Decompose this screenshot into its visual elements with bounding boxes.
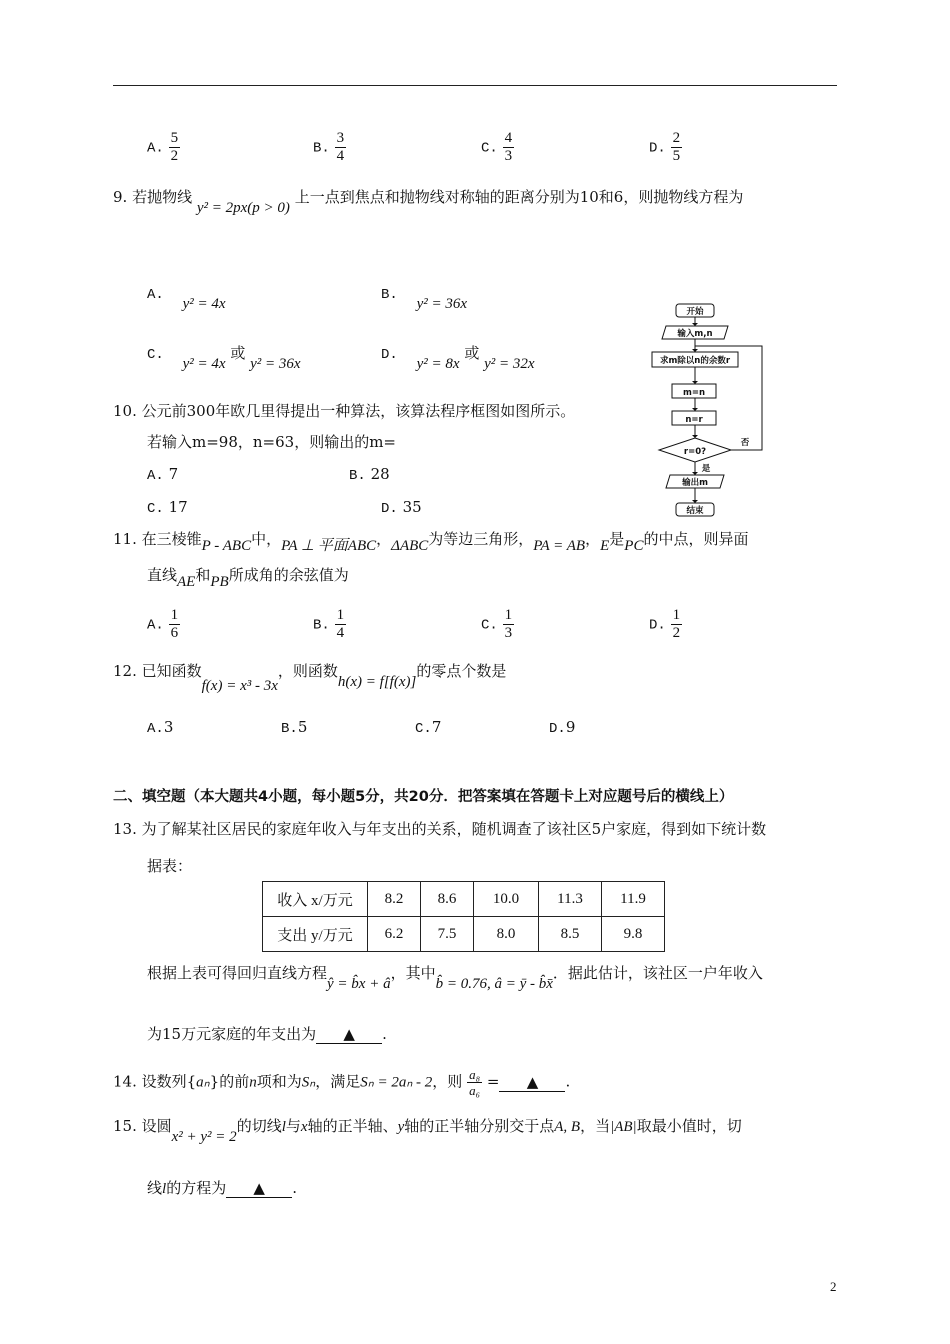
q11-option-b[interactable]: B. $\frac{1}{4}$ [313, 607, 345, 641]
section2-heading: 二、填空题（本大题共4小题，每小题5分，共20分．把答案填在答题卡上对应题号后的横线上） [113, 789, 734, 805]
table-cell: 7.5 [421, 917, 474, 952]
flowchart [648, 298, 773, 520]
q10-line2: 若输入m=98，n=63，则输出的m= [147, 433, 396, 451]
q10-option-b[interactable]: B. 28 [349, 465, 390, 484]
q11-option-d[interactable]: D. $\frac{1}{2}$ [649, 607, 681, 641]
q10-option-d[interactable]: D. 35 [381, 498, 422, 517]
q13-line3: 根据上表可得回归直线方程ŷ = b̂x + â，其中b̂ = 0.76, â = ȳ - b̂x̄．据此估计，该社区一户年收入 [147, 964, 763, 992]
flowchart-output-label: 输出m [682, 478, 708, 488]
q12-stem: 12. 已知函数f(x) = x³ - 3x，则函数h(x) = f[f(x)]的零点个数是 [113, 662, 507, 694]
q8-option-c[interactable]: C. $\frac{4}{3}$ [481, 130, 513, 164]
q11-option-c[interactable]: C. $\frac{1}{3}$ [481, 607, 513, 641]
flowchart-yes-label: 是 [701, 464, 711, 474]
fraction: $\frac{2}{5}$ [672, 130, 681, 164]
table-cell: 11.9 [602, 882, 665, 917]
q8-option-b[interactable]: B. $\frac{3}{4}$ [313, 130, 345, 164]
table-cell: 11.3 [539, 882, 602, 917]
flowchart-condition-label: r=0? [683, 447, 707, 457]
flowchart-assign1-label: m=n [682, 388, 706, 398]
q9-option-d[interactable]: D. y² = 8x 或 y² = 32x [381, 344, 535, 372]
fraction: $\frac{5}{2}$ [170, 130, 179, 164]
page-number: 2 [830, 1279, 837, 1294]
table-cell: 8.5 [539, 917, 602, 952]
q10-line1: 10. 公元前300年欧几里得提出一种算法，该算法程序框图如图所示。 [113, 402, 576, 420]
q10-option-c[interactable]: C. 17 [147, 498, 188, 517]
fraction: $\frac{4}{3}$ [504, 130, 513, 164]
q8-option-a[interactable]: A. $\frac{5}{2}$ [147, 130, 179, 164]
q13-line2: 据表： [147, 857, 193, 875]
flowchart-remainder-label: 求m除以n的余数r [659, 356, 731, 366]
flowchart-start-label: 开始 [686, 307, 704, 317]
flowchart-input-label: 输入m,n [677, 329, 713, 339]
q11-line2: 直线AE和PB所成角的余弦值为 [147, 566, 349, 590]
table-cell: 9.8 [602, 917, 665, 952]
q13-line4: 为15万元家庭的年支出为 ▲ . [147, 1025, 387, 1043]
q12-option-c[interactable]: C.7 [415, 718, 442, 737]
q9-stem: 9. 若抛物线 y² = 2px(p > 0) 上一点到焦点和抛物线对称轴的距离分别为10和6，则抛物线方程为 [113, 188, 744, 216]
q13-line1: 13. 为了解某社区居民的家庭年收入与年支出的关系，随机调查了该社区5户家庭，得到如下统计数 [113, 820, 767, 838]
answer-blank[interactable]: ▲ [499, 1073, 565, 1092]
table-cell: 8.6 [421, 882, 474, 917]
flowchart-assign2-label: n=r [685, 415, 703, 425]
table-cell: 8.0 [474, 917, 539, 952]
table-cell: 6.2 [368, 917, 421, 952]
stats-table [262, 881, 665, 952]
q12-option-d[interactable]: D.9 [549, 718, 576, 737]
q9-option-a[interactable]: A. y² = 4x [147, 287, 226, 312]
q11-line1: 11. 在三棱锥P - ABC中，PA ⊥ 平面ABC，ΔABC为等边三角形，PA = AB，E是PC的中点，则异面 [113, 530, 749, 554]
table-row-label: 支出 y/万元 [263, 917, 368, 952]
q12-option-a[interactable]: A.3 [147, 718, 174, 737]
header-rule [113, 85, 837, 86]
q11-option-a[interactable]: A. $\frac{1}{6}$ [147, 607, 179, 641]
q10-option-a[interactable]: A. 7 [147, 465, 179, 484]
table-row-label: 收入 x/万元 [263, 882, 368, 917]
flowchart-end-label: 结束 [686, 506, 704, 516]
table-row [263, 917, 665, 952]
table-row [263, 882, 665, 917]
table-cell: 8.2 [368, 882, 421, 917]
answer-blank[interactable]: ▲ [316, 1025, 382, 1044]
q14-stem: 14. 设数列{aₙ}的前n项和为Sₙ，满足Sₙ = 2aₙ - 2，则 $\frac{\text{a₈}}{\text{a₆}}$ = ▲ . [113, 1067, 571, 1098]
q8-option-d[interactable]: D. $\frac{2}{5}$ [649, 130, 681, 164]
q15-line2: 线l的方程为 ▲ . [147, 1179, 297, 1197]
q9-option-c[interactable]: C. y² = 4x 或 y² = 36x [147, 344, 301, 372]
answer-blank[interactable]: ▲ [226, 1179, 292, 1198]
q9-option-b[interactable]: B. y² = 36x [381, 287, 468, 312]
flowchart-no-label: 否 [740, 438, 750, 448]
q12-option-b[interactable]: B.5 [281, 718, 308, 737]
table-cell: 10.0 [474, 882, 539, 917]
q15-line1: 15. 设圆x² + y² = 2的切线l与x轴的正半轴、y轴的正半轴分别交于点A, B，当|AB|取最小值时，切 [113, 1117, 742, 1145]
fraction: $\frac{3}{4}$ [336, 130, 345, 164]
